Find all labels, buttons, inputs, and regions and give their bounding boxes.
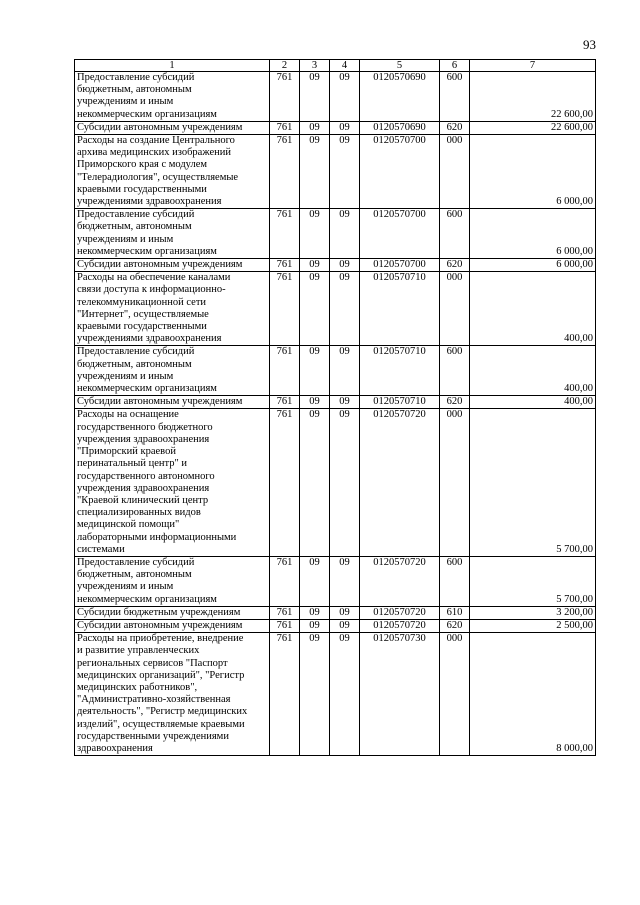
table-header-row [75, 60, 596, 72]
row-ministry-code: 761 [270, 259, 300, 272]
row-amount: 6 000,00 [470, 209, 596, 259]
row-ministry-code: 761 [270, 396, 300, 409]
row-target-article-code: 0120570730 [360, 633, 440, 756]
row-description: Субсидии автономным учреждениям [75, 396, 270, 409]
table-row [75, 606, 596, 619]
row-expense-type-code: 600 [440, 209, 470, 259]
row-description: Субсидии бюджетным учреждениям [75, 606, 270, 619]
row-section-code: 09 [300, 209, 330, 259]
header-cell: 5 [360, 60, 440, 72]
row-ministry-code: 761 [270, 619, 300, 632]
row-description: Предоставление субсидий бюджетным, автономным учреждениям и иным некоммерческим организациям [75, 209, 270, 259]
row-amount: 22 600,00 [470, 72, 596, 122]
table-row [75, 396, 596, 409]
table-row [75, 135, 596, 209]
row-target-article-code: 0120570720 [360, 409, 440, 556]
row-expense-type-code: 620 [440, 121, 470, 134]
row-description: Расходы на приобретение, внедрение и развитие управленческих региональных сервисов "Паспорт медицинских организаций", "Регистр медицинских работников", "Административно-хозяйственная деятельность", "Регистр медицинских изделий", осуществляемые краевыми государственными учреждениями здравоохранения [75, 633, 270, 756]
row-subsection-code: 09 [330, 556, 360, 606]
row-section-code: 09 [300, 272, 330, 346]
row-expense-type-code: 620 [440, 259, 470, 272]
row-section-code: 09 [300, 396, 330, 409]
row-target-article-code: 0120570710 [360, 396, 440, 409]
row-section-code: 09 [300, 259, 330, 272]
row-amount: 3 200,00 [470, 606, 596, 619]
header-cell: 1 [75, 60, 270, 72]
row-ministry-code: 761 [270, 135, 300, 209]
row-amount: 6 000,00 [470, 259, 596, 272]
row-target-article-code: 0120570710 [360, 272, 440, 346]
table-row [75, 346, 596, 396]
table-row [75, 272, 596, 346]
row-target-article-code: 0120570720 [360, 606, 440, 619]
row-description: Предоставление субсидий бюджетным, автономным учреждениям и иным некоммерческим организациям [75, 346, 270, 396]
row-ministry-code: 761 [270, 209, 300, 259]
table-row [75, 633, 596, 756]
table-row [75, 72, 596, 122]
row-expense-type-code: 620 [440, 619, 470, 632]
row-subsection-code: 09 [330, 121, 360, 134]
header-cell: 4 [330, 60, 360, 72]
row-amount: 6 000,00 [470, 135, 596, 209]
row-amount: 5 700,00 [470, 556, 596, 606]
row-section-code: 09 [300, 121, 330, 134]
row-expense-type-code: 600 [440, 72, 470, 122]
row-description: Расходы на оснащение государственного бюджетного учреждения здравоохранения "Приморский краевой перинатальный центр" и государственного автономного учреждения здравоохранения "Краевой клинический центр специализированных видов медицинской помощи" лабораторными информационными системами [75, 409, 270, 556]
row-target-article-code: 0120570690 [360, 121, 440, 134]
row-expense-type-code: 600 [440, 556, 470, 606]
table-row [75, 209, 596, 259]
row-ministry-code: 761 [270, 409, 300, 556]
row-target-article-code: 0120570690 [360, 72, 440, 122]
row-subsection-code: 09 [330, 72, 360, 122]
row-subsection-code: 09 [330, 346, 360, 396]
row-subsection-code: 09 [330, 619, 360, 632]
row-amount: 400,00 [470, 396, 596, 409]
header-cell: 6 [440, 60, 470, 72]
row-amount: 22 600,00 [470, 121, 596, 134]
row-target-article-code: 0120570720 [360, 619, 440, 632]
row-section-code: 09 [300, 72, 330, 122]
row-expense-type-code: 000 [440, 272, 470, 346]
row-subsection-code: 09 [330, 633, 360, 756]
row-ministry-code: 761 [270, 346, 300, 396]
header-cell: 3 [300, 60, 330, 72]
row-amount: 2 500,00 [470, 619, 596, 632]
row-section-code: 09 [300, 633, 330, 756]
row-subsection-code: 09 [330, 209, 360, 259]
table-row [75, 556, 596, 606]
row-section-code: 09 [300, 606, 330, 619]
row-description: Расходы на создание Центрального архива медицинских изображений Приморского края с модулем "Телерадиология", осуществляемые краевыми государственными учреждениями здравоохранения [75, 135, 270, 209]
row-description: Субсидии автономным учреждениям [75, 121, 270, 134]
row-target-article-code: 0120570700 [360, 259, 440, 272]
table-row [75, 409, 596, 556]
row-ministry-code: 761 [270, 633, 300, 756]
row-expense-type-code: 600 [440, 346, 470, 396]
row-subsection-code: 09 [330, 272, 360, 346]
row-target-article-code: 0120570700 [360, 209, 440, 259]
table-row [75, 259, 596, 272]
header-cell: 2 [270, 60, 300, 72]
row-ministry-code: 761 [270, 606, 300, 619]
row-description: Расходы на обеспечение каналами связи доступа к информационно- телекоммуникационной сети "Интернет", осуществляемые краевыми государственными учреждениями здравоохранения [75, 272, 270, 346]
row-ministry-code: 761 [270, 272, 300, 346]
budget-table [74, 59, 596, 756]
budget-table-body [75, 60, 596, 756]
header-cell: 7 [470, 60, 596, 72]
row-ministry-code: 761 [270, 72, 300, 122]
row-subsection-code: 09 [330, 259, 360, 272]
row-amount: 400,00 [470, 346, 596, 396]
row-section-code: 09 [300, 409, 330, 556]
table-row [75, 619, 596, 632]
row-expense-type-code: 620 [440, 396, 470, 409]
row-section-code: 09 [300, 135, 330, 209]
row-expense-type-code: 610 [440, 606, 470, 619]
row-subsection-code: 09 [330, 396, 360, 409]
row-section-code: 09 [300, 556, 330, 606]
table-row [75, 121, 596, 134]
row-subsection-code: 09 [330, 606, 360, 619]
row-expense-type-code: 000 [440, 633, 470, 756]
row-section-code: 09 [300, 619, 330, 632]
row-amount: 8 000,00 [470, 633, 596, 756]
row-expense-type-code: 000 [440, 135, 470, 209]
row-description: Субсидии автономным учреждениям [75, 619, 270, 632]
row-ministry-code: 761 [270, 556, 300, 606]
row-section-code: 09 [300, 346, 330, 396]
row-subsection-code: 09 [330, 135, 360, 209]
row-description: Предоставление субсидий бюджетным, автономным учреждениям и иным некоммерческим организациям [75, 556, 270, 606]
row-expense-type-code: 000 [440, 409, 470, 556]
row-target-article-code: 0120570720 [360, 556, 440, 606]
row-ministry-code: 761 [270, 121, 300, 134]
row-amount: 400,00 [470, 272, 596, 346]
row-subsection-code: 09 [330, 409, 360, 556]
row-amount: 5 700,00 [470, 409, 596, 556]
row-description: Предоставление субсидий бюджетным, автономным учреждениям и иным некоммерческим организациям [75, 72, 270, 122]
row-target-article-code: 0120570710 [360, 346, 440, 396]
page-number: 93 [583, 37, 596, 52]
row-description: Субсидии автономным учреждениям [75, 259, 270, 272]
row-target-article-code: 0120570700 [360, 135, 440, 209]
